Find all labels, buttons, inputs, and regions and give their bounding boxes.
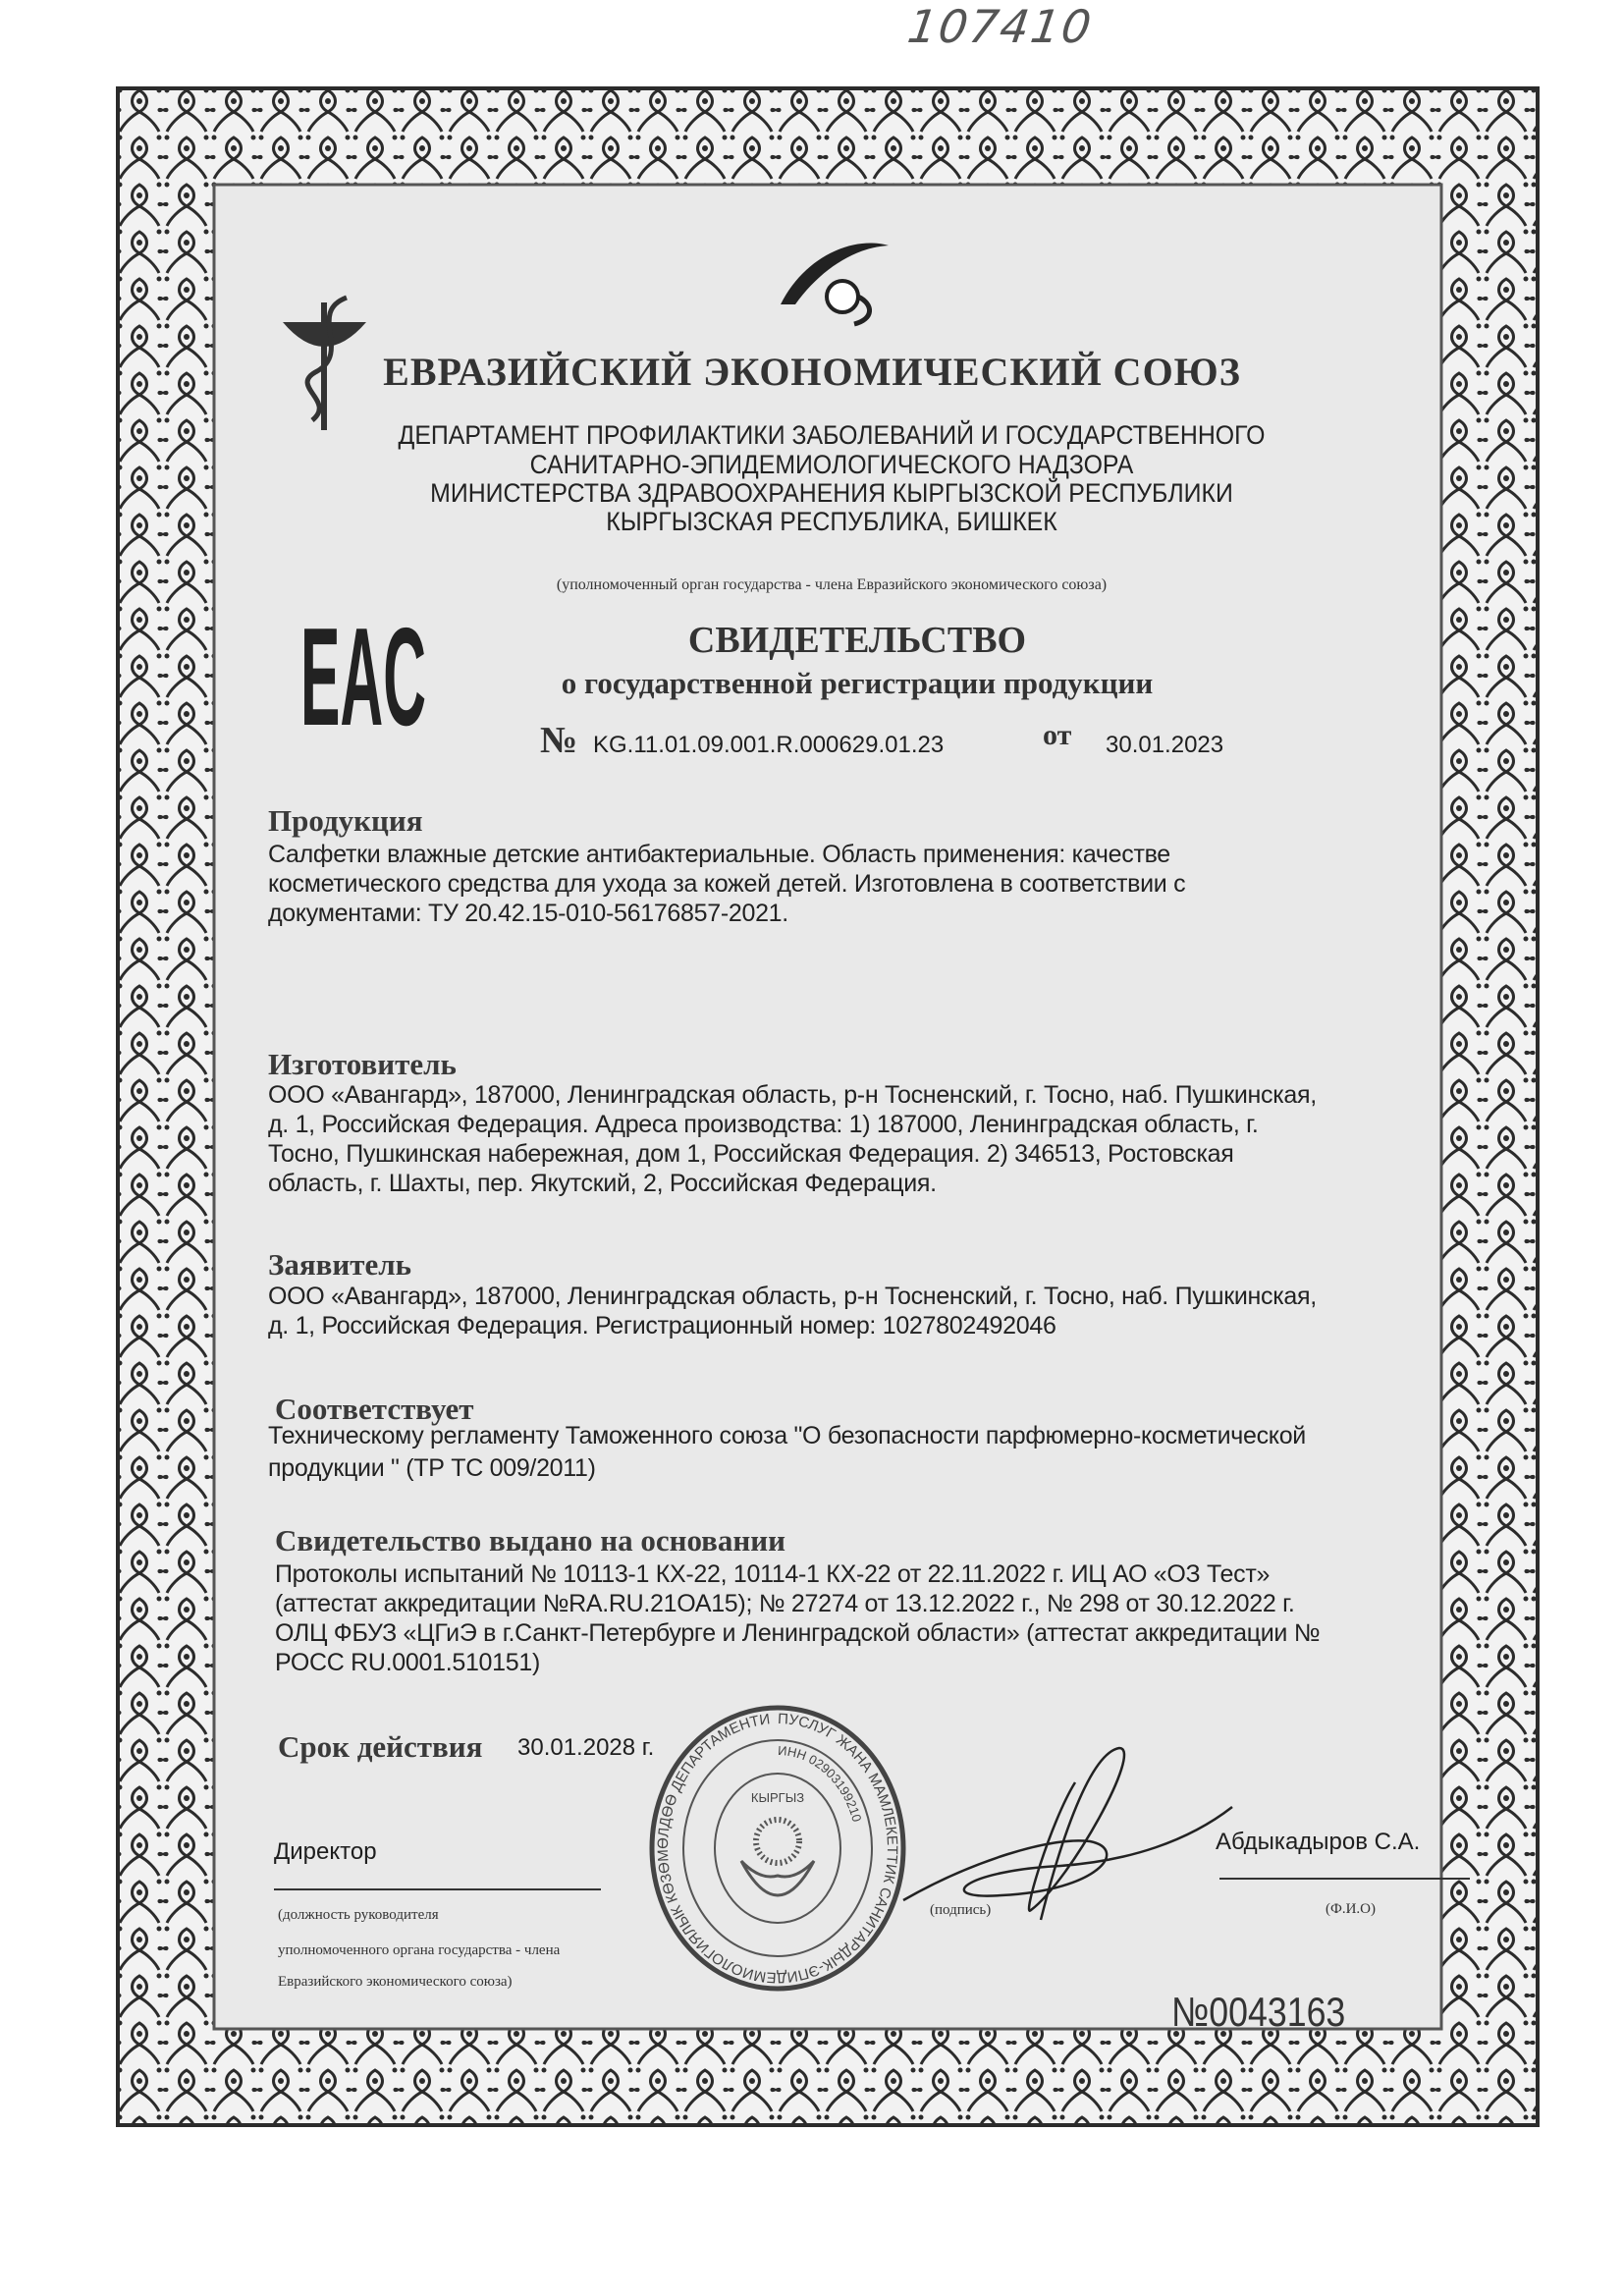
- position-note: уполномоченного органа государства - члена: [278, 1942, 561, 1958]
- stamp-country: КЫРГЫЗ: [750, 1790, 805, 1805]
- text-line: Тосно, Пушкинская набережная, дом 1, Российская Федерация. 2) 346513, Ростовская: [268, 1140, 1234, 1168]
- text-line: Салфетки влажные детские антибактериальные. Область применения: качестве: [268, 841, 1170, 868]
- text-line: ОЛЦ ФБУЗ «ЦГиЭ в г.Санкт-Петербурге и Ленинградской области» (аттестат аккредитации №: [275, 1619, 1321, 1647]
- text-line: д. 1, Российская Федерация. Адреса производства: 1) 187000, Ленинградская область, г.: [268, 1111, 1259, 1138]
- certificate-title: СВИДЕТЕЛЬСТВО: [687, 620, 1027, 661]
- department-line: ДЕПАРТАМЕНТ ПРОФИЛАКТИКИ ЗАБОЛЕВАНИЙ И ГОСУДАРСТВЕННОГО: [398, 420, 1266, 450]
- department-line: КЫРГЫЗСКАЯ РЕСПУБЛИКА, БИШКЕК: [606, 507, 1057, 536]
- text-line: ООО «Авангард», 187000, Ленинградская область, р-н Тосненский, г. Тосно, наб. Пушкинская,: [268, 1283, 1317, 1310]
- applicant-text: [268, 1282, 1317, 1340]
- position-line: [274, 1888, 601, 1890]
- conforms-heading: Соответствует: [275, 1392, 474, 1426]
- authority-note: (уполномоченный орган государства - члена Евразийского экономического союза): [556, 576, 1108, 593]
- name-line: [1219, 1878, 1470, 1880]
- certificate-date: 30.01.2023: [1106, 732, 1224, 758]
- position-note: (должность руководителя: [278, 1907, 439, 1923]
- department-line: САНИТАРНО-ЭПИДЕМИОЛОГИЧЕСКОГО НАДЗОРА: [529, 450, 1134, 479]
- certificate-subtitle: о государственной регистрации продукции: [561, 666, 1154, 700]
- text-line: область, г. Шахты, пер. Якутский, 2, Российская Федерация.: [268, 1170, 937, 1197]
- text-line: д. 1, Российская Федерация. Регистрационный номер: 1027802492046: [268, 1312, 1056, 1339]
- official-stamp: [648, 1704, 908, 1994]
- certificate-number: KG.11.01.09.001.R.000629.01.23: [593, 732, 945, 758]
- text-line: (аттестат аккредитации №RA.RU.21ОА15); № 27274 от 13.12.2022 г., № 298 от 30.12.2022 г.: [275, 1590, 1295, 1617]
- from-label: от: [1043, 719, 1072, 751]
- applicant-heading: Заявитель: [268, 1247, 412, 1282]
- stamp-text: ПУСЛУГ ЖАНА МАМЛЕКЕТТИК САНИТАРДЫК-ЭПИДЕМИОЛОГИЯЛЫК КӨЗӨМӨЛДӨӨ ДЕПАРТАМЕНТИ: [654, 1710, 900, 1987]
- handwritten-number: 107410: [904, 0, 1097, 53]
- text-line: продукции " (ТР ТС 009/2011): [268, 1454, 596, 1482]
- name-note: (Ф.И.О): [1326, 1901, 1377, 1917]
- text-line: ООО «Авангард», 187000, Ленинградская область, р-н Тосненский, г. Тосно, наб. Пушкинская,: [268, 1081, 1317, 1109]
- position-title: Директор: [274, 1838, 377, 1865]
- position-note: Евразийского экономического союза): [278, 1974, 513, 1990]
- eaeu-logo-icon: [776, 236, 893, 329]
- department-line: МИНИСТЕРСТВА ЗДРАВООХРАНЕНИЯ КЫРГЫЗСКОЙ РЕСПУБЛИКИ: [430, 478, 1233, 508]
- conforms-text: [268, 1420, 1306, 1485]
- product-heading: Продукция: [268, 803, 423, 838]
- validity-label: Срок действия: [278, 1729, 483, 1764]
- product-text: [268, 840, 1185, 928]
- stamp-inner-text: ИНН 02903199210: [777, 1742, 865, 1824]
- validity-date: 30.01.2028 г.: [517, 1734, 655, 1761]
- form-number: №0043163: [1171, 1989, 1346, 2035]
- number-sign: №: [540, 720, 578, 761]
- eac-mark-text: EAC: [300, 623, 426, 727]
- union-title: ЕВРАЗИЙСКИЙ ЭКОНОМИЧЕСКИЙ СОЮЗ: [383, 350, 1241, 394]
- text-line: Техническому регламенту Таможенного союза "О безопасности парфюмерно-косметической: [268, 1422, 1306, 1449]
- manufacturer-heading: Изготовитель: [268, 1047, 457, 1081]
- signatory-name: Абдыкадыров С.А.: [1216, 1829, 1421, 1855]
- text-line: Протоколы испытаний № 10113-1 КХ-22, 10114-1 КХ-22 от 22.11.2022 г. ИЦ АО «ОЗ Тест»: [275, 1560, 1271, 1588]
- emblem-icon: [741, 1820, 814, 1895]
- basis-heading: Свидетельство выдано на основании: [275, 1523, 785, 1558]
- basis-text: [275, 1559, 1320, 1677]
- text-line: косметического средства для ухода за кожей детей. Изготовлена в соответствии с: [268, 870, 1186, 898]
- text-line: РОСС RU.0001.510151): [275, 1649, 540, 1676]
- signature-note: (подпись): [930, 1902, 992, 1918]
- manufacturer-text: [268, 1080, 1317, 1198]
- text-line: документами: ТУ 20.42.15-010-56176857-2021.: [268, 900, 788, 927]
